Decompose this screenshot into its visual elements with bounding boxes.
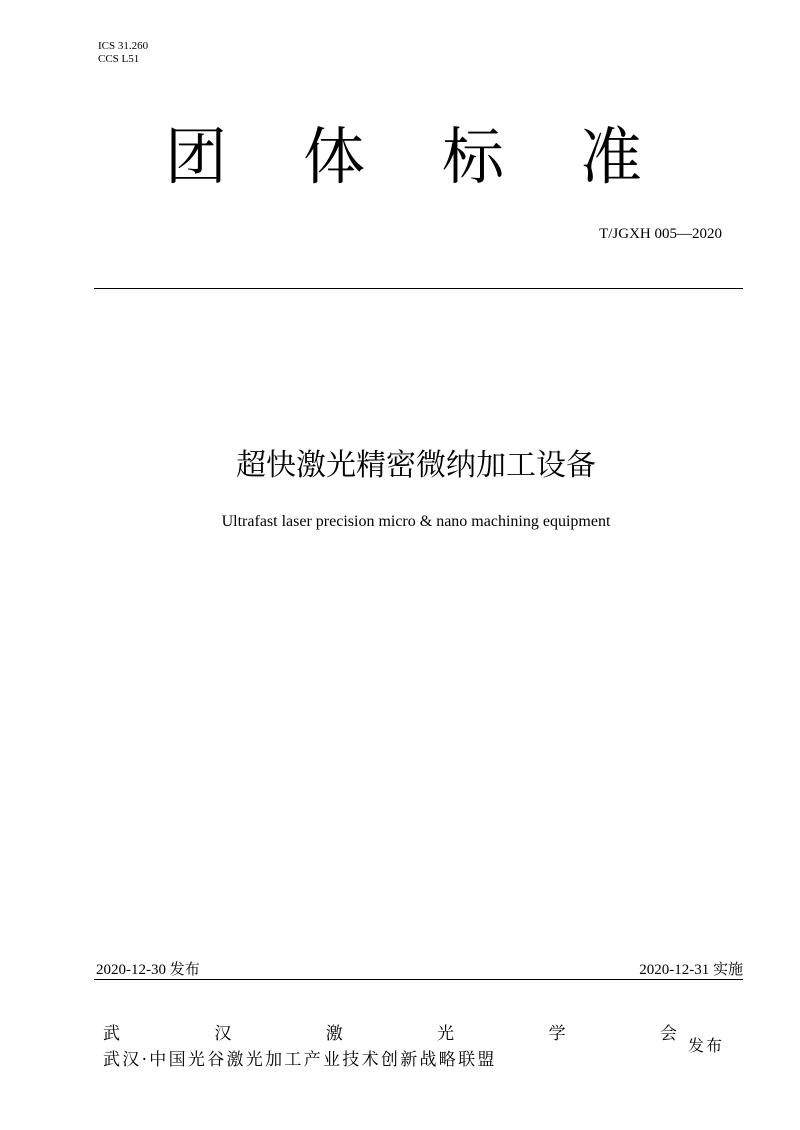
title-char-1: 团 (165, 120, 228, 193)
document-title-chinese: 超快激光精密微纳加工设备 (236, 448, 596, 483)
top-divider (94, 288, 743, 289)
publish-date: 2020-12-30 发布 (96, 962, 200, 978)
publisher-1-char: 武 (103, 1024, 120, 1044)
implement-date: 2020-12-31 实施 (639, 962, 743, 978)
publish-suffix: 发布 (688, 1036, 725, 1055)
publisher-1-char: 会 (659, 1024, 677, 1044)
publisher-1-char: 光 (437, 1024, 455, 1044)
publisher-2: 武汉·中国光谷激光加工产业技术创新战略联盟 (103, 1050, 497, 1070)
publisher-1-char: 学 (548, 1024, 566, 1044)
publisher-1 (103, 1019, 677, 1044)
standard-type-title (0, 120, 800, 200)
bottom-divider (94, 979, 743, 980)
publisher-1-char: 激 (325, 1024, 343, 1044)
publisher-1-char: 汉 (214, 1024, 232, 1044)
ccs-code: CCS L51 (98, 53, 140, 65)
document-title-english: Ultrafast laser precision micro & nano machining equipment (221, 513, 611, 530)
title-char-3: 标 (442, 120, 505, 193)
standard-number: T/JGXH 005—2020 (599, 226, 722, 242)
title-char-4: 准 (580, 120, 643, 193)
ics-code: ICS 31.260 (98, 40, 149, 52)
title-char-2: 体 (303, 120, 366, 193)
